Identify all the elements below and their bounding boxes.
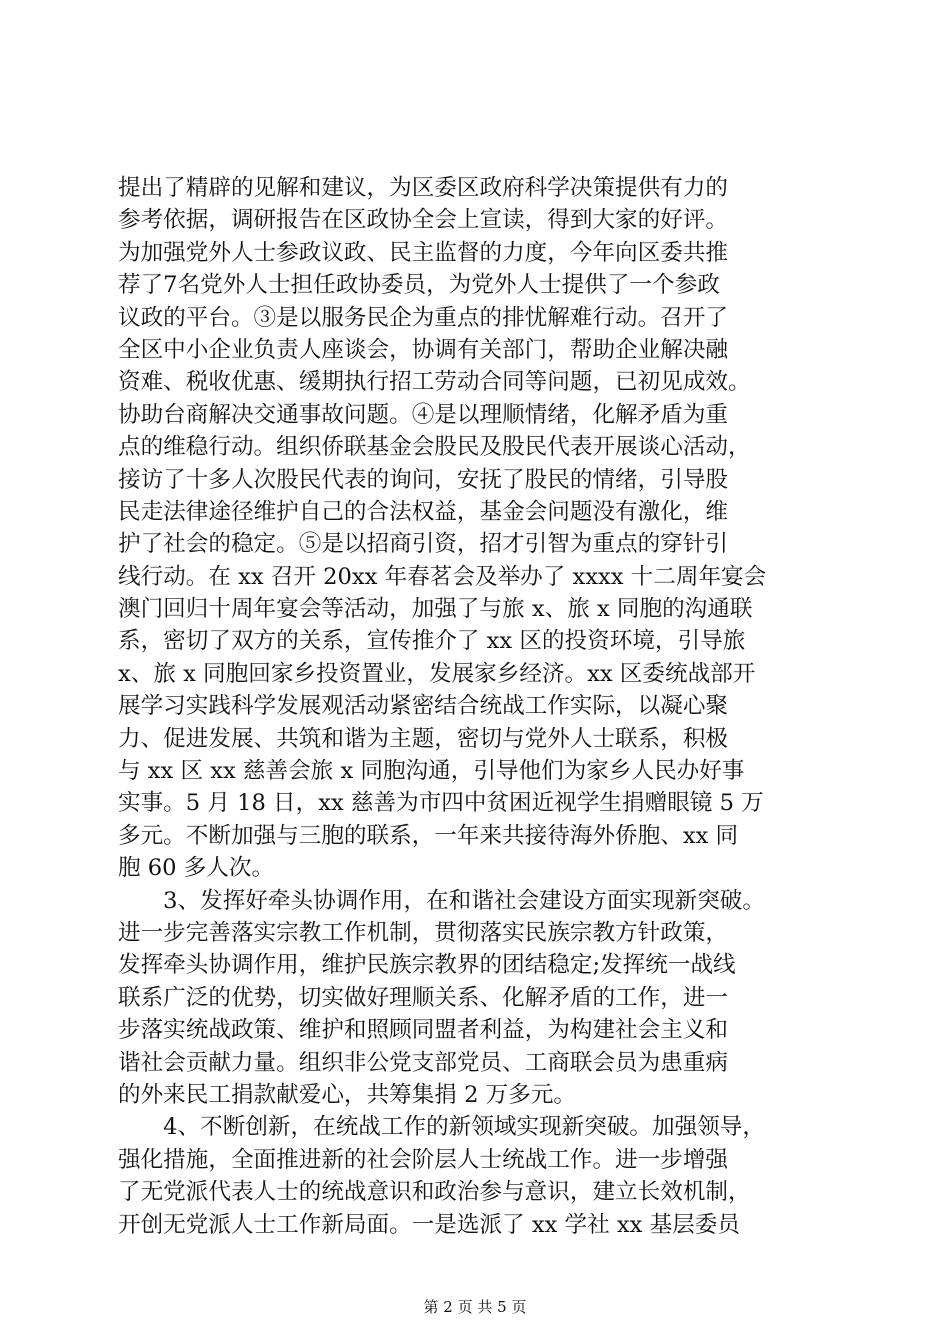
text-line: 4、不断创新，在统战工作的新领域实现新突破。加强领导， [118, 1114, 765, 1141]
text-line: 护了社会的稳定。⑤是以招商引资，招才引智为重点的穿针引 [118, 531, 729, 558]
text-line: 了无党派代表人士的统战意识和政治参与意识，建立长效机制， [118, 1179, 751, 1206]
text-line: 为加强党外人士参政议政、民主监督的力度，今年向区委共推 [118, 239, 729, 266]
text-line: 谐社会贡献力量。组织非公党支部党员、工商联会员为患重病 [118, 1049, 729, 1076]
text-line: 强化措施，全面推进新的社会阶层人士统战工作。进一步增强 [118, 1146, 729, 1173]
text-line: 接访了十多人次股民代表的询问，安抚了股民的情绪，引导股 [118, 466, 729, 493]
text-line: 展学习实践科学发展观活动紧密结合统战工作实际，以凝心聚 [118, 693, 729, 720]
page-footer: 第 2 页 共 5 页 [423, 1298, 527, 1316]
text-line: 参考依据，调研报告在区政协全会上宣读，得到大家的好评。 [118, 207, 729, 234]
text-line: 民走法律途径维护自己的合法权益，基金会问题没有激化，维 [118, 498, 729, 525]
text-line: 提出了精辟的见解和建议，为区委区政府科学决策提供有力的 [118, 175, 729, 201]
text-line: 发挥牵头协调作用，维护民族宗教界的团结稳定;发挥统一战线 [118, 952, 736, 979]
body-text [118, 172, 834, 1241]
text-line: 胞 60 多人次。 [118, 855, 275, 882]
text-line: 澳门回归十周年宴会等活动，加强了与旅 x、旅 x 同胞的沟通联 [118, 596, 753, 623]
text-line: 进一步完善落实宗教工作机制，贯彻落实民族宗教方针政策， [118, 919, 729, 946]
text-line: 联系广泛的优势，切实做好理顺关系、化解矛盾的工作，进一 [118, 984, 729, 1011]
text-line: 的外来民工捐款献爱心，共筹集捐 2 万多元。 [118, 1081, 577, 1108]
text-line: 与 xx 区 xx 慈善会旅 x 同胞沟通，引导他们为家乡人民办好事 [118, 758, 745, 785]
text-line: 开创无党派人士工作新局面。一是选派了 xx 学社 xx 基层委员 [118, 1211, 740, 1238]
text-line: 资难、税收优惠、缓期执行招工劳动合同等问题，已初见成效。 [118, 369, 751, 396]
text-line: 系，密切了双方的关系，宣传推介了 xx 区的投资环境，引导旅 [118, 628, 746, 655]
text-line: 协助台商解决交通事故问题。④是以理顺情绪，化解矛盾为重 [118, 401, 729, 428]
text-line: 实事。5 月 18 日，xx 慈善为市四中贫困近视学生捐赠眼镜 5 万 [118, 790, 764, 817]
text-line: 力、促进发展、共筑和谐为主题，密切与党外人士联系，积极 [118, 725, 729, 752]
text-line: 点的维稳行动。组织侨联基金会股民及股民代表开展谈心活动， [118, 434, 751, 461]
text-line: 多元。不断加强与三胞的联系，一年来共接待海外侨胞、xx 同 [118, 822, 739, 849]
text-line: 线行动。在 xx 召开 20xx 年春茗会及举办了 xxxx 十二周年宴会 [118, 563, 767, 590]
text-line: 全区中小企业负责人座谈会，协调有关部门，帮助企业解决融 [118, 336, 729, 363]
text-line: 荐了7名党外人士担任政协委员，为党外人士提供了一个参政 [118, 272, 720, 299]
text-line: 议政的平台。③是以服务民企为重点的排忧解难行动。召开了 [118, 304, 729, 331]
text-line: 3、发挥好牵头协调作用，在和谐社会建设方面实现新突破。 [118, 887, 765, 914]
text-line: x、旅 x 同胞回家乡投资置业，发展家乡经济。xx 区委统战部开 [118, 660, 756, 687]
text-line: 步落实统战政策、维护和照顾同盟者利益，为构建社会主义和 [118, 1017, 729, 1044]
